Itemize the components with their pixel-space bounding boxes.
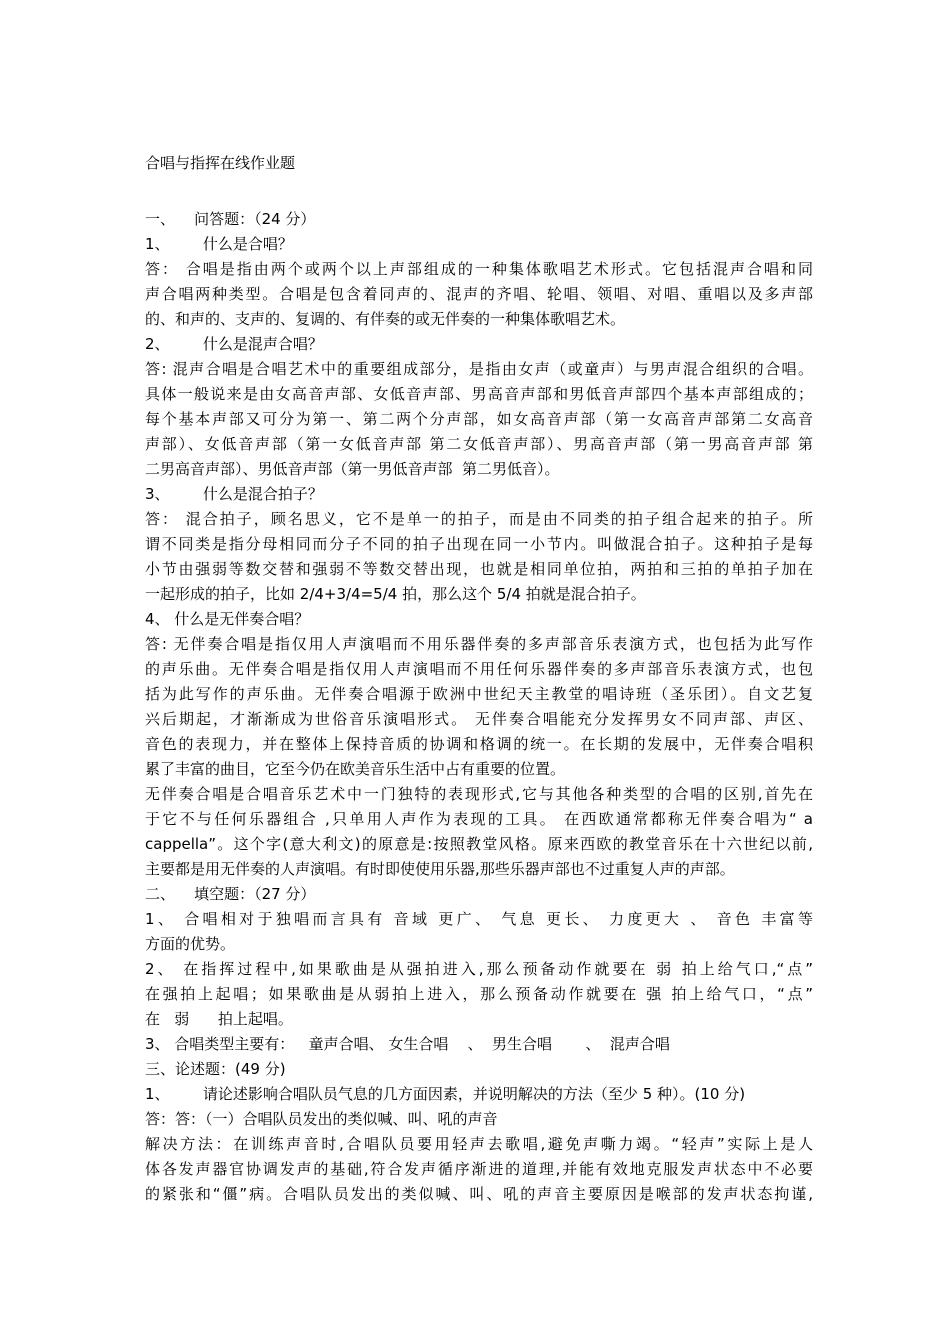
- document-line: 一起形成的拍子，比如 2/4+3/4=5/4 拍，那么这个 5/4 拍就是混合拍子。: [145, 585, 646, 603]
- document-line: 二、 填空题：（27 分）: [145, 885, 316, 903]
- document-line: 4、 什么是无伴奏合唱？: [145, 610, 310, 628]
- document-line: 的声乐曲。无伴奏合唱是指仅用人声演唱而不用任何乐器伴奏的多声部音乐表演方式，也包: [145, 660, 813, 678]
- document-line: 于它不与任何乐器组合 ,只单用人声作为表现的工具。 在西欧通常都称无伴奏合唱为“ a: [145, 810, 813, 828]
- document-line: 主要都是用无伴奏的人声演唱。有时即使使用乐器,那些乐器声部也不过重复人声的声部。: [145, 860, 735, 878]
- document-line: 声部）、女低音声部（第一女低音声部 第二女低音声部）、男高音声部（第一男高音声部 第: [145, 435, 813, 453]
- document-line: 1、 请论述影响合唱队员气息的几方面因素，并说明解决的方法（至少 5 种）。(10 分): [145, 1085, 746, 1103]
- document-line: 括为此写作的声乐曲。无伴奏合唱源于欧洲中世纪天主教堂的唱诗班（圣乐团）。自文艺复: [145, 685, 813, 703]
- document-title: 合唱与指挥在线作业题: [145, 154, 296, 172]
- document-line: 二男高音声部）、男低音声部（第一男低音声部 第二男低音）。: [145, 460, 560, 478]
- document-line: 2、 什么是混声合唱？: [145, 335, 323, 353]
- document-line: 一、 问答题：（24 分）: [145, 210, 316, 228]
- document-line: 答： 合唱是指由两个或两个以上声部组成的一种集体歌唱艺术形式。它包括混声合唱和同: [145, 260, 813, 278]
- document-line: 解决方法：在训练声音时,合唱队员要用轻声去歌唱,避免声嘶力竭。“轻声”实际上是人: [145, 1135, 813, 1153]
- document-line: 答： 混合拍子，顾名思义，它不是单一的拍子，而是由不同类的拍子组合起来的拍子。所: [145, 510, 813, 528]
- document-line: 的、和声的、支声的、复调的、有伴奏的或无伴奏的一种集体歌唱艺术。: [145, 310, 626, 328]
- document-line: 具体一般说来是由女高音声部、女低音声部、男高音声部和男低音声部四个基本声部组成的；: [145, 385, 813, 403]
- document-line: 声合唱两种类型。合唱是包含着同声的、混声的齐唱、轮唱、领唱、对唱、重唱以及多声部: [145, 285, 813, 303]
- document-line: 无伴奏合唱是合唱音乐艺术中一门独特的表现形式,它与其他各种类型的合唱的区别,首先在: [145, 785, 813, 803]
- document-line: cappella”。这个字(意大利文)的原意是:按照教堂风格。原来西欧的教堂音乐在十六世纪以前,: [145, 835, 813, 853]
- document-line: 在强拍上起唱；如果歌曲是从弱拍上进入，那么预备动作就要在 强 拍上给气口，“点”: [145, 985, 813, 1003]
- document-line: 的紧张和“僵”病。合唱队员发出的类似喊、叫、吼的声音主要原因是喉部的发声状态拘谨,: [145, 1185, 813, 1203]
- document-line: 每个基本声部又可分为第一、第二两个分声部，如女高音声部（第一女高音声部第二女高音: [145, 410, 813, 428]
- document-line: 答: 混声合唱是合唱艺术中的重要组成部分，是指由女声（或童声）与男声混合组织的合唱。: [145, 360, 813, 378]
- document-line: 累了丰富的曲目，它至今仍在欧美音乐生活中占有重要的位置。: [145, 760, 566, 778]
- document-line: 音色的表现力，并在整体上保持音质的协调和格调的统一。在长期的发展中，无伴奏合唱积: [145, 735, 813, 753]
- document-line: 2、 在指挥过程中,如果歌曲是从强拍进入,那么预备动作就要在 弱 拍上给气口,“点”: [145, 960, 813, 978]
- document-line: 小节由强弱等数交替和强弱不等数交替出现，也就是相同单位拍，两拍和三拍的单拍子加在: [145, 560, 813, 578]
- document-line: 体各发声器官协调发声的基础,符合发声循序渐进的道理,并能有效地克服发声状态中不必要: [145, 1160, 813, 1178]
- document-line: 三、论述题：(49 分): [145, 1060, 286, 1078]
- document-line: 答: 无伴奏合唱是指仅用人声演唱而不用乐器伴奏的多声部音乐表演方式，也包括为此写作: [145, 635, 813, 653]
- document-line: 答：答：（一）合唱队员发出的类似喊、叫、吼的声音: [145, 1110, 498, 1128]
- document-line: 1、 合唱相对于独唱而言具有 音域 更广、 气息 更长、 力度更大 、 音色 丰富等: [145, 910, 813, 928]
- document-line: 1、 什么是合唱？: [145, 235, 293, 253]
- document-line: 谓不同类是指分母相同而分子不同的拍子出现在同一小节内。叫做混合拍子。这种拍子是每: [145, 535, 813, 553]
- document-line: 方面的优势。: [145, 935, 236, 953]
- document-line: 兴后期起，才渐渐成为世俗音乐演唱形式。 无伴奏合唱能充分发挥男女不同声部、声区、: [145, 710, 813, 728]
- document-line: 3、 合唱类型主要有： 童声合唱、 女生合唱 、 男生合唱 、 混声合唱: [145, 1035, 670, 1053]
- document-line: 在 弱 拍上起唱。: [145, 1010, 293, 1028]
- document-line: 3、 什么是混合拍子？: [145, 485, 323, 503]
